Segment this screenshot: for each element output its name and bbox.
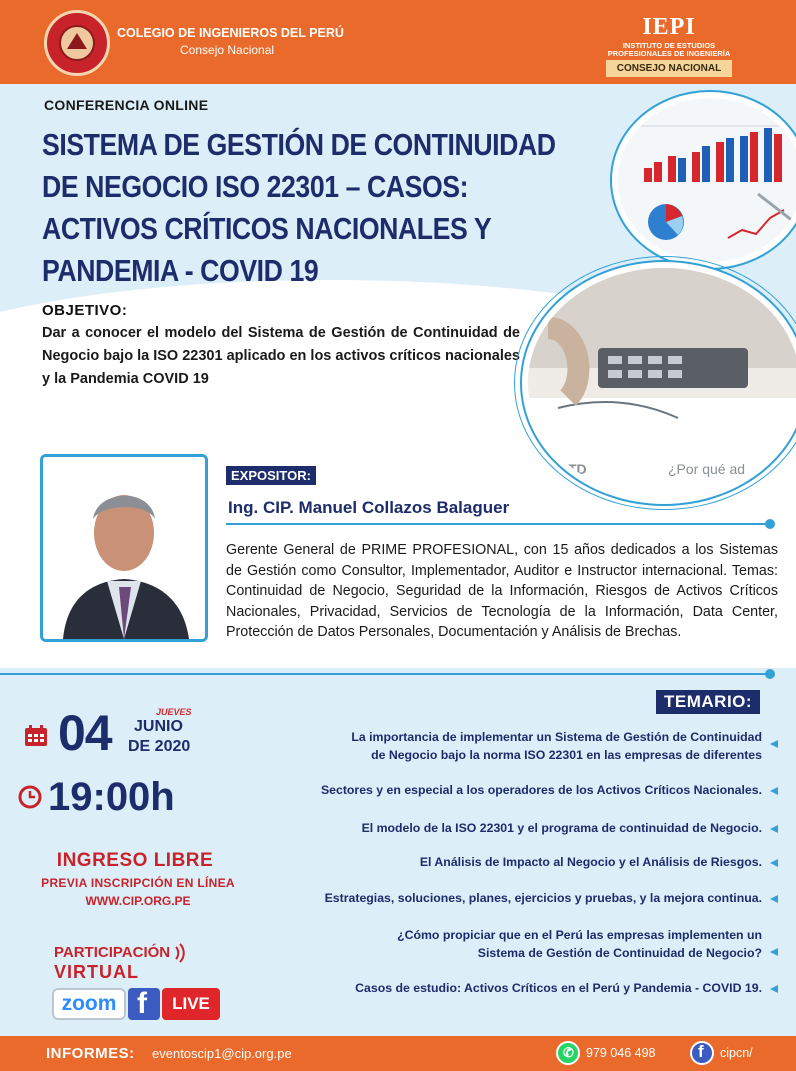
- contact-phone[interactable]: 979 046 498: [586, 1046, 656, 1060]
- divider-dot: [765, 519, 775, 529]
- bar-chart-illustration: [618, 98, 796, 262]
- agenda-label: TEMARIO:: [656, 690, 760, 714]
- free-entry: INGRESO LIBRE: [56, 850, 214, 871]
- chart-photo-circle: [612, 92, 796, 268]
- agenda-item: El modelo de la ISO 22301 y el programa de continuidad de Negocio.: [361, 821, 762, 835]
- speaker-label: EXPOSITOR:: [226, 466, 316, 485]
- org-subtitle: Consejo Nacional: [180, 43, 275, 57]
- info-label: INFORMES:: [46, 1045, 135, 1062]
- speaker-photo: [40, 454, 208, 642]
- whatsapp-icon: ✆: [556, 1041, 580, 1065]
- iepi-logo: IEPI: [642, 14, 696, 40]
- photo-caption: ¿Por qué ad: [668, 461, 746, 477]
- bullet-triangle-icon: [770, 859, 778, 867]
- cip-seal-logo: [44, 10, 110, 76]
- facebook-handle[interactable]: cipcn/: [720, 1046, 753, 1060]
- bullet-triangle-icon: [770, 787, 778, 795]
- bullet-triangle-icon: [770, 740, 778, 748]
- facebook-icon: f: [690, 1041, 714, 1065]
- calculator-photo-circle: [522, 262, 796, 504]
- agenda-item: El Análisis de Impacto al Negocio y el Análisis de Riesgos.: [419, 855, 762, 869]
- agenda-item: Estrategias, soluciones, planes, ejercicios y pruebas, y la mejora continua.: [324, 891, 762, 905]
- iepi-subtitle: INSTITUTO DE ESTUDIOS PROFESIONALES DE INGENIERÍA: [607, 41, 731, 58]
- virtual-label: VIRTUAL: [54, 962, 139, 982]
- agenda-item: Sectores y en especial a los operadores de los Activos Críticos Nacionales.: [320, 783, 762, 797]
- agenda-item: ¿Cómo propiciar que en el Perú las empresas implementen un Sistema de Gestión de Continuidad de Negocio?: [397, 928, 762, 960]
- bullet-triangle-icon: [770, 985, 778, 993]
- speaker-portrait: [43, 457, 205, 639]
- speaker-name: Ing. CIP. Manuel Collazos Balaguer: [228, 498, 510, 517]
- event-time: 19:00h: [48, 775, 175, 819]
- objective-label: OBJETIVO:: [42, 302, 128, 319]
- live-badge: LIVE: [162, 988, 220, 1020]
- calculator-illustration: [528, 268, 796, 498]
- divider-dot: [765, 669, 775, 679]
- speaker-bio: Gerente General de PRIME PROFESIONAL, con 15 años dedicados a los Sistemas de Gestión como Consultor, Implementador, Auditor e Instructor internacional. Temas: Continuidad de Negocio, Seguridad de la Información, Riesgos de Activos Críticos Nacionales, Privacidad, Servicios de Tecnología de la Información, Data Center, Protección de Datos Personales, Documentación y Análisis de Brechas.: [226, 542, 778, 640]
- event-title: SISTEMA DE GESTIÓN DE CONTINUIDAD DE NEGOCIO ISO 22301 – CASOS: ACTIVOS CRÍTICOS NACIONALES Y PANDEMIA - COVID 19: [42, 127, 556, 288]
- iepi-badge: CONSEJO NACIONAL: [606, 60, 732, 77]
- divider-line: [226, 523, 770, 525]
- org-name: COLEGIO DE INGENIEROS DEL PERÚ: [117, 26, 344, 40]
- agenda-item: Casos de estudio: Activos Críticos en el Perú y Pandemia - COVID 19.: [355, 981, 762, 995]
- conference-label: CONFERENCIA ONLINE: [44, 97, 209, 113]
- photo-caption-left: TD: [568, 461, 587, 477]
- contact-email[interactable]: eventoscip1@cip.org.pe: [152, 1046, 292, 1061]
- registration-website[interactable]: WWW.CIP.ORG.PE: [85, 894, 191, 908]
- calendar-icon: [24, 725, 48, 747]
- event-month: JUNIO: [134, 718, 183, 735]
- zoom-logo: zoom: [52, 988, 126, 1020]
- event-day: 04: [58, 705, 112, 761]
- bullet-triangle-icon: [770, 825, 778, 833]
- participation-label: PARTICIPACIÓN: [54, 944, 171, 961]
- event-year: DE 2020: [128, 738, 191, 755]
- event-weekday: JUEVES: [156, 707, 192, 717]
- agenda-item: La importancia de implementar un Sistema de Gestión de Continuidad de Negocio bajo la norma ISO 22301 en las empresas de diferentes: [351, 730, 762, 762]
- bullet-triangle-icon: [770, 948, 778, 956]
- bullet-triangle-icon: [770, 895, 778, 903]
- objective-text: Dar a conocer el modelo del Sistema de Gestión de Continuidad de Negocio bajo la ISO 22301 aplicado en los activos críticos nacionales y la Pandemia COVID 19: [42, 325, 520, 387]
- clock-icon: [18, 785, 42, 809]
- divider-line: [0, 673, 770, 675]
- facebook-icon: f: [128, 988, 160, 1020]
- registration-note: PREVIA INSCRIPCIÓN EN LÍNEA: [41, 876, 235, 890]
- broadcast-icon: [174, 942, 188, 964]
